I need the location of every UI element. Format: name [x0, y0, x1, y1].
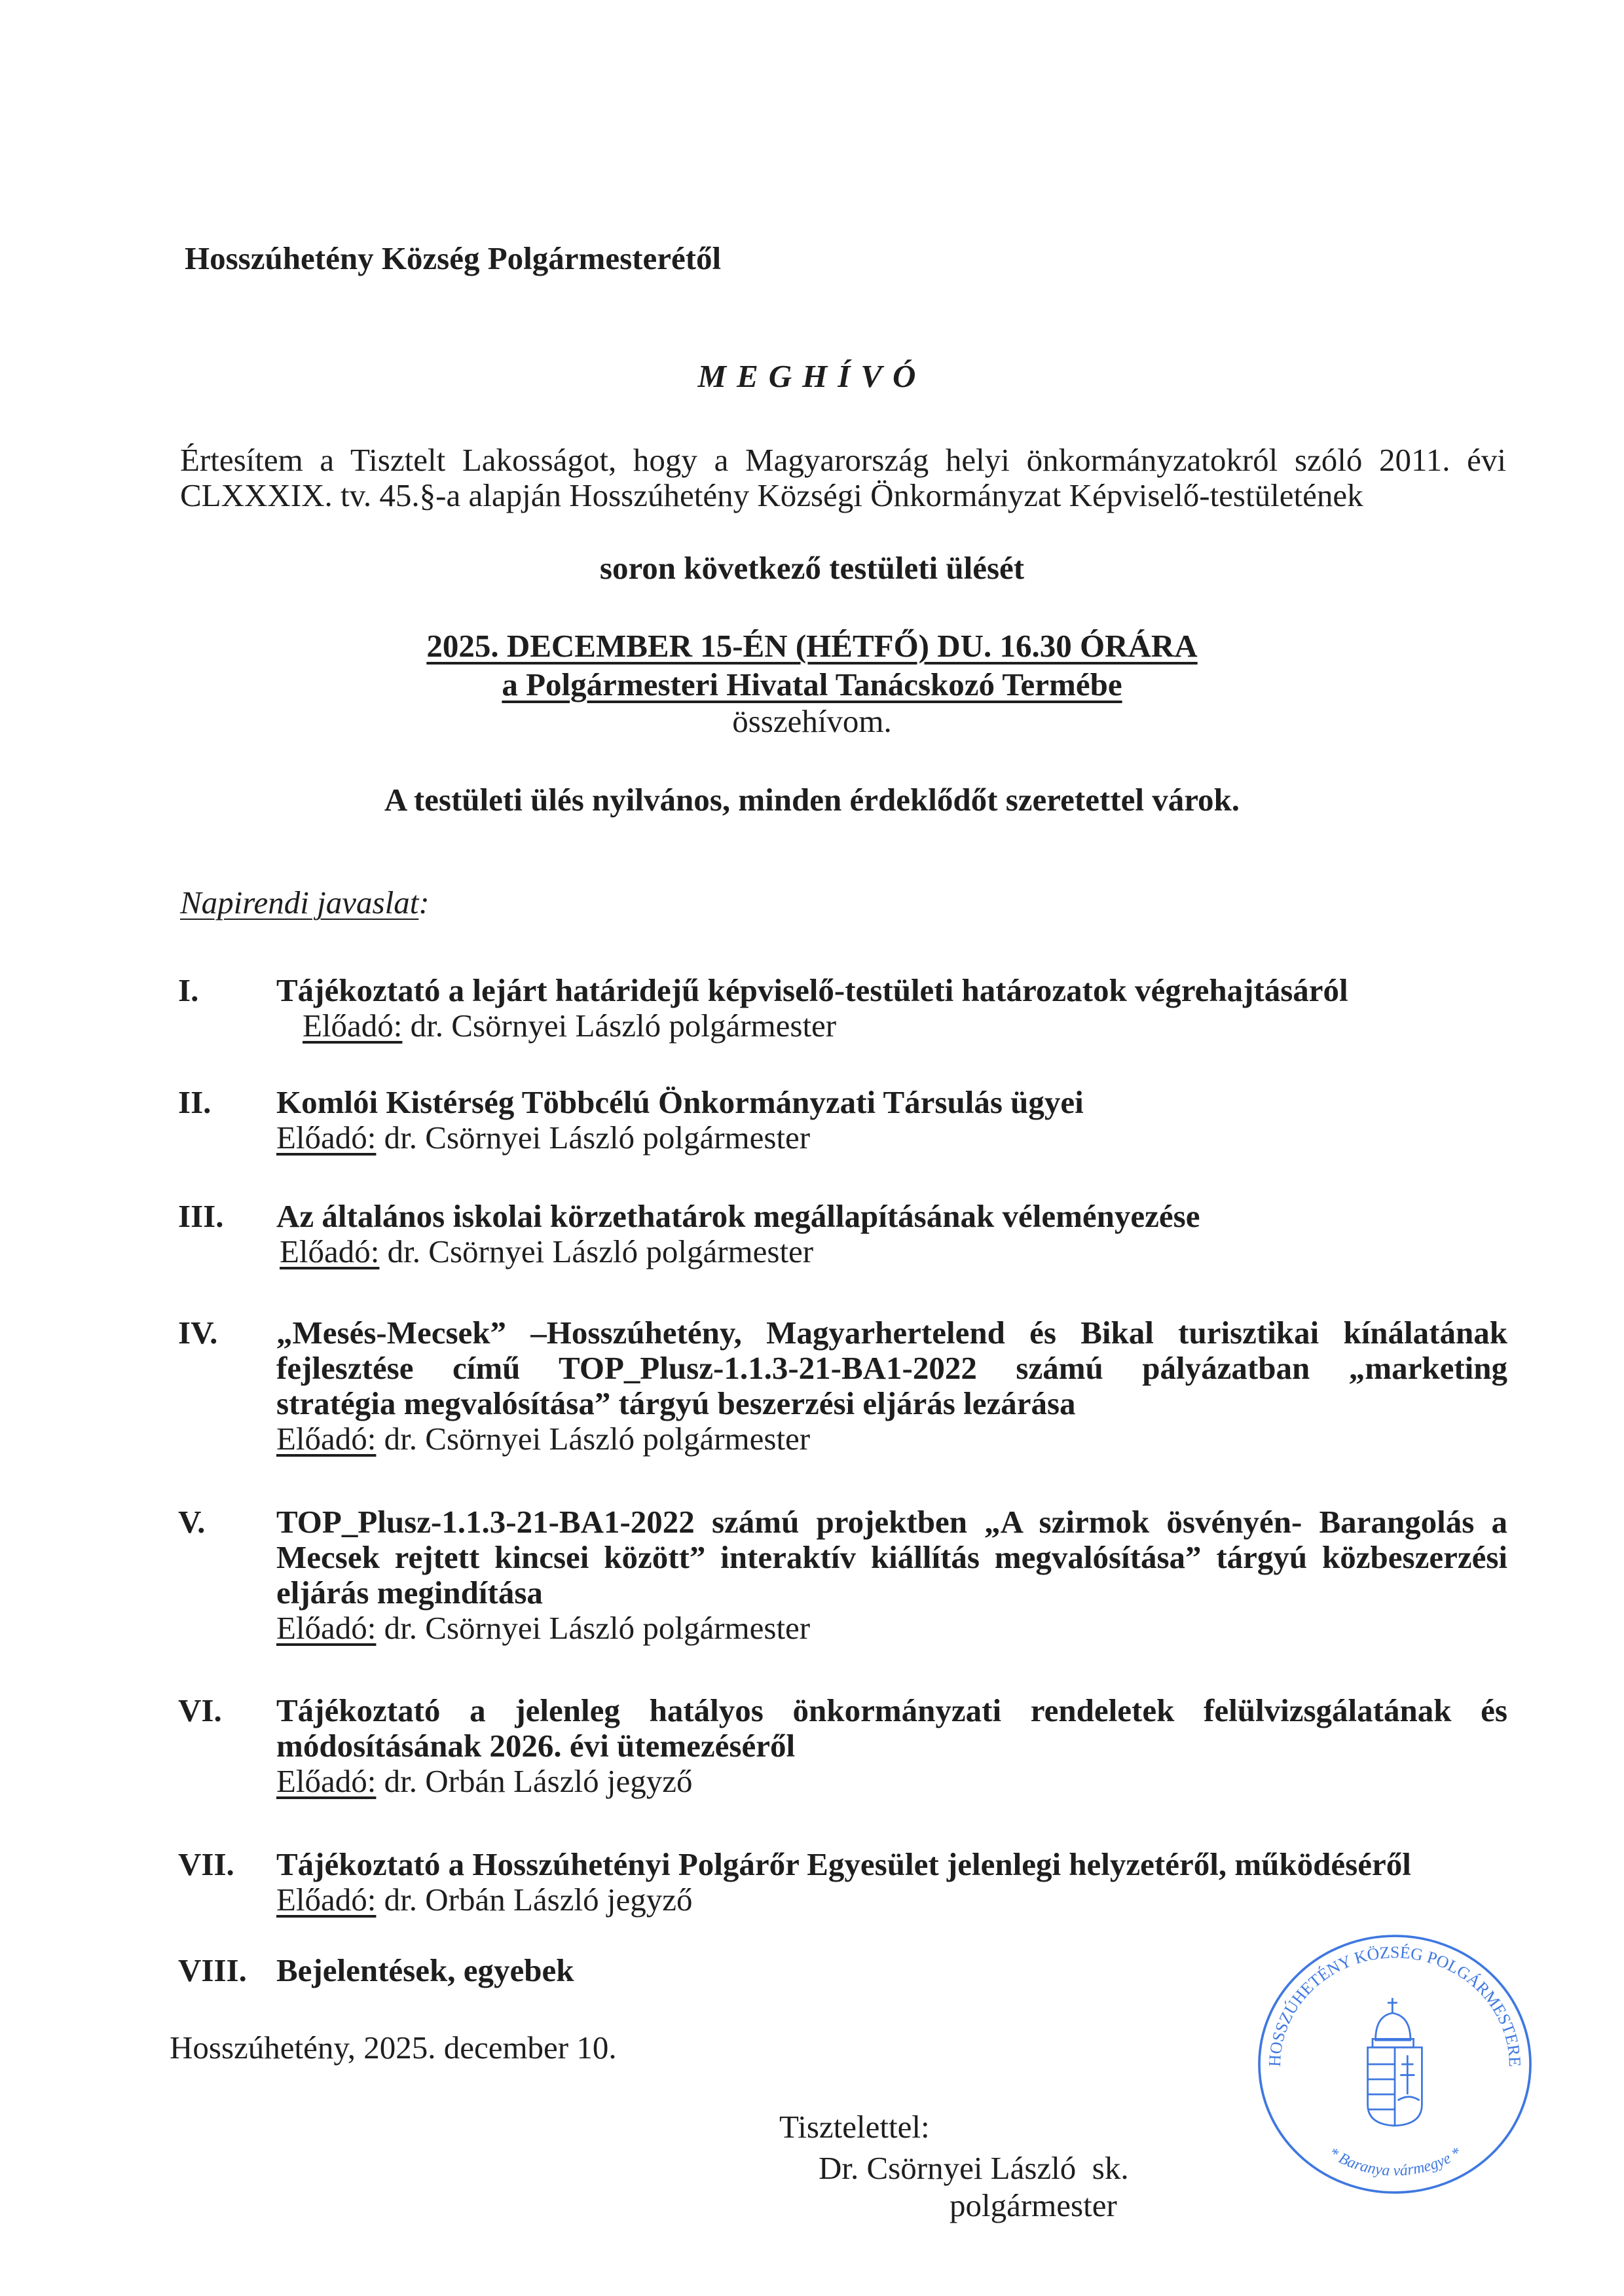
presenter-label: Előadó:	[303, 1008, 403, 1044]
agenda-item	[178, 1085, 1507, 1156]
agenda-body	[276, 1199, 1507, 1269]
agenda-list	[0, 973, 1624, 1988]
agenda-title-line: Tájékoztató a jelenleg hatályos önkormányzati rendeletek felülvizsgálatának és	[276, 1692, 1507, 1728]
presenter-name: dr. Csörnyei László polgármester	[384, 1610, 811, 1646]
presenter-label: Előadó:	[276, 1421, 377, 1457]
spacer	[376, 1763, 384, 1799]
document-title: MEGHÍVÓ	[697, 358, 927, 394]
presenter-name: dr. Csörnyei László polgármester	[410, 1008, 837, 1044]
issuer-heading: Hosszúhetény Község Polgármesterétől	[185, 240, 722, 276]
agenda-body	[276, 1085, 1507, 1156]
agenda-presenter	[276, 1234, 1507, 1269]
agenda-item	[178, 1693, 1507, 1799]
agenda-numeral: I.	[178, 972, 199, 1008]
agenda-title-line: eljárás megindítása	[276, 1575, 543, 1611]
presenter-label: Előadó:	[280, 1233, 380, 1269]
place-date: Hosszúhetény, 2025. december 10.	[170, 2030, 617, 2066]
agenda-title-line: fejlesztése című TOP_Plusz-1.1.3-21-BA1-2022 számú pályázatban „marketing	[276, 1350, 1507, 1386]
intro-line-2: CLXXXIX. tv. 45.§-a alapján Hosszúhetény Községi Önkormányzat Képviselő-testületének	[180, 477, 1363, 513]
agenda-presenter	[276, 1120, 1507, 1156]
presenter-label: Előadó:	[276, 1882, 377, 1918]
agenda-presenter	[276, 1008, 1507, 1044]
agenda-title-line: Mecsek rejtett kincsei között” interaktív kiállítás megvalósítása” tárgyú közbeszerzési	[276, 1539, 1507, 1575]
convene-text: összehívom.	[732, 703, 892, 739]
agenda-title-line: módosításának 2026. évi ütemezéséről	[276, 1728, 796, 1764]
agenda-body	[276, 973, 1507, 1044]
session-line: soron következő testületi ülését	[599, 550, 1025, 586]
agenda-title-line: Tájékoztató a lejárt határidejű képviselő-testületi határozatok végrehajtásáról	[276, 972, 1348, 1008]
agenda-title-line: Komlói Kistérség Többcélú Önkormányzati Társulás ügyei	[276, 1084, 1084, 1120]
agenda-body	[276, 1504, 1507, 1646]
agenda-numeral: VII.	[178, 1846, 234, 1882]
agenda-presenter	[276, 1611, 1507, 1646]
agenda-numeral: II.	[178, 1084, 212, 1120]
agenda-body	[276, 1693, 1507, 1799]
agenda-numeral: III.	[178, 1198, 224, 1234]
agenda-numeral: IV.	[178, 1315, 218, 1351]
meeting-place	[0, 667, 1624, 702]
meeting-place-text: a Polgármesteri Hivatal Tanácskozó Termébe	[502, 666, 1122, 702]
agenda-item	[178, 973, 1507, 1044]
agenda-presenter	[276, 1764, 1507, 1799]
agenda-title-line: stratégia megvalósítása” tárgyú beszerzési eljárás lezárása	[276, 1385, 1076, 1421]
agenda-label-colon: :	[418, 884, 430, 920]
presenter-name: dr. Orbán László jegyző	[384, 1882, 693, 1918]
agenda-presenter	[276, 1882, 1507, 1918]
official-stamp	[1244, 1920, 1545, 2209]
agenda-numeral: V.	[178, 1504, 206, 1540]
agenda-body	[276, 1315, 1507, 1457]
agenda-item	[178, 1847, 1507, 1918]
agenda-title-line: „Mesés-Mecsek” –Hosszúhetény, Magyarhertelend és Bikal turisztikai kínálatának	[276, 1315, 1507, 1351]
agenda-numeral: VI.	[178, 1692, 222, 1728]
spacer	[376, 1120, 384, 1156]
presenter-label: Előadó:	[276, 1763, 377, 1799]
presenter-label: Előadó:	[276, 1120, 377, 1156]
agenda-title-line: TOP_Plusz-1.1.3-21-BA1-2022 számú projektben „A szirmok ösvényén- Barangolás a	[276, 1504, 1507, 1540]
stamp-ring-text: HOSSZÚHETÉNY KÖZSÉG POLGÁRMESTERE	[1264, 1942, 1524, 2068]
coat-of-arms-icon	[1368, 1998, 1422, 2126]
spacer	[379, 1233, 387, 1269]
agenda-item	[178, 1504, 1507, 1646]
meeting-date	[0, 629, 1624, 664]
spacer	[376, 1421, 384, 1457]
intro-line-1: Értesítem a Tisztelt Lakosságot, hogy a Magyarország helyi önkormányzatokról szóló 2011. évi	[180, 442, 1506, 478]
spacer	[402, 1008, 410, 1044]
agenda-body	[276, 1847, 1507, 1918]
presenter-name: dr. Csörnyei László polgármester	[384, 1421, 811, 1457]
agenda-item	[178, 1315, 1507, 1457]
agenda-presenter	[276, 1421, 1507, 1457]
agenda-label	[180, 885, 1624, 920]
agenda-item	[178, 1199, 1507, 1269]
agenda-title-line: Tájékoztató a Hosszúhetényi Polgárőr Egyesület jelenlegi helyzetéről, működéséről	[276, 1846, 1411, 1882]
presenter-label: Előadó:	[276, 1610, 377, 1646]
spacer	[376, 1610, 384, 1646]
agenda-title-line: Az általános iskolai körzethatárok megállapításának véleményezése	[276, 1198, 1200, 1234]
stamp-bottom-text: * Baranya vármegye *	[1325, 2144, 1464, 2179]
presenter-name: dr. Csörnyei László polgármester	[387, 1233, 814, 1269]
public-note: A testületi ülés nyilvános, minden érdeklődőt szeretettel várok.	[384, 782, 1240, 818]
closing: Tisztelettel:	[779, 2109, 930, 2145]
presenter-name: dr. Orbán László jegyző	[384, 1763, 693, 1799]
signer-name: Dr. Csörnyei László sk.	[819, 2150, 1129, 2186]
signer-title: polgármester	[950, 2187, 1117, 2223]
presenter-name: dr. Csörnyei László polgármester	[384, 1120, 811, 1156]
meeting-date-text: 2025. DECEMBER 15-ÉN (HÉTFŐ) DU. 16.30 ÓRÁRA	[426, 628, 1198, 664]
agenda-title-line: Bejelentések, egyebek	[276, 1952, 574, 1988]
agenda-label-text: Napirendi javaslat	[180, 884, 419, 920]
spacer	[376, 1882, 384, 1918]
agenda-numeral: VIII.	[178, 1952, 247, 1988]
